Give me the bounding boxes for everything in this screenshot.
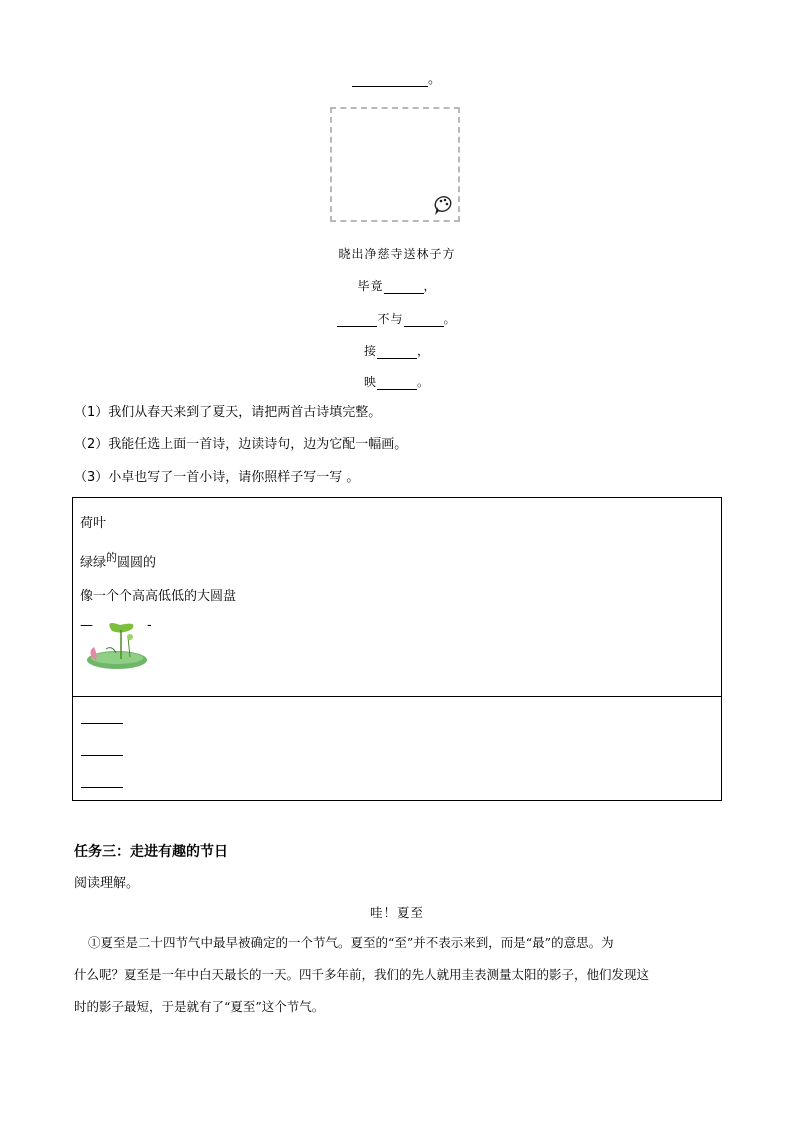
question-3: （3）小卓也写了一首小诗，请你照样子写一写 。 <box>74 470 360 485</box>
example-line-1 <box>80 549 156 570</box>
example-table <box>72 497 722 801</box>
lotus-leaf-image <box>82 617 152 673</box>
paragraph-1-line-2: 什么呢？夏至是一年中白天最长的一天。四千多年前，我们的先人就用圭表测量太阳的影子，他们发现这 <box>74 967 650 982</box>
answer-line-3[interactable] <box>81 787 123 788</box>
top-answer-line[interactable] <box>352 68 441 87</box>
poem-line-2-end: 。 <box>443 312 457 326</box>
example-title: 荷叶 <box>80 516 107 531</box>
example-dash-right: - <box>147 618 152 633</box>
poem-line-3-start: 接 <box>363 344 377 358</box>
poem-line-1-start: 毕竟 <box>357 279 384 293</box>
poem-line-4-start: 映 <box>363 375 377 389</box>
example-line-1-a: 绿绿 <box>80 555 107 571</box>
example-line-2: 像一个个高高低低的大圆盘 <box>80 589 237 604</box>
poem-line-4-end: 。 <box>417 375 431 389</box>
poem-blank-4[interactable] <box>377 344 417 359</box>
poem-blank-3[interactable] <box>404 312 444 327</box>
example-dash-left: — <box>80 618 93 633</box>
answer-line-1[interactable] <box>81 723 123 724</box>
table-divider <box>72 696 722 697</box>
example-line-1-b: 圆圆的 <box>117 555 157 571</box>
poem-title: 晓出净慈寺送林子方 <box>338 247 456 261</box>
poem-line-3 <box>0 342 794 359</box>
poem-line-4 <box>0 373 794 390</box>
poem-blank-1[interactable] <box>384 279 424 294</box>
poem-line-3-end: ， <box>417 344 431 358</box>
poem-blank-5[interactable] <box>377 375 417 390</box>
task-heading: 任务三：走进有趣的节日 <box>74 844 228 860</box>
task-instruction: 阅读理解。 <box>74 876 140 891</box>
poem-blank-2[interactable] <box>337 312 377 327</box>
paragraph-1-line-1: ①夏至是二十四节气中最早被确定的一个节气。夏至的“至”并不表示来到，而是“最”的意思。为 <box>88 935 614 950</box>
poem-line-1 <box>0 277 794 294</box>
answer-line-2[interactable] <box>81 755 123 756</box>
example-line-1-sup: 的 <box>106 551 118 564</box>
drawing-frame[interactable] <box>330 107 460 222</box>
answer-blank[interactable] <box>352 72 428 87</box>
article-title: 哇！夏至 <box>369 905 424 920</box>
poem-line-2 <box>0 310 794 327</box>
period: 。 <box>428 72 442 87</box>
poem-line-2-mid: 不与 <box>377 312 404 326</box>
palette-icon <box>432 193 454 217</box>
poem-line-1-end: ， <box>423 279 437 293</box>
question-1: （1）我们从春天来到了夏天，请把两首古诗填完整。 <box>74 405 382 420</box>
paragraph-1-line-3: 时的影子最短，于是就有了“夏至”这个节气。 <box>74 999 325 1014</box>
question-2: （2）我能任选上面一首诗，边读诗句，边为它配一幅画。 <box>74 437 408 452</box>
